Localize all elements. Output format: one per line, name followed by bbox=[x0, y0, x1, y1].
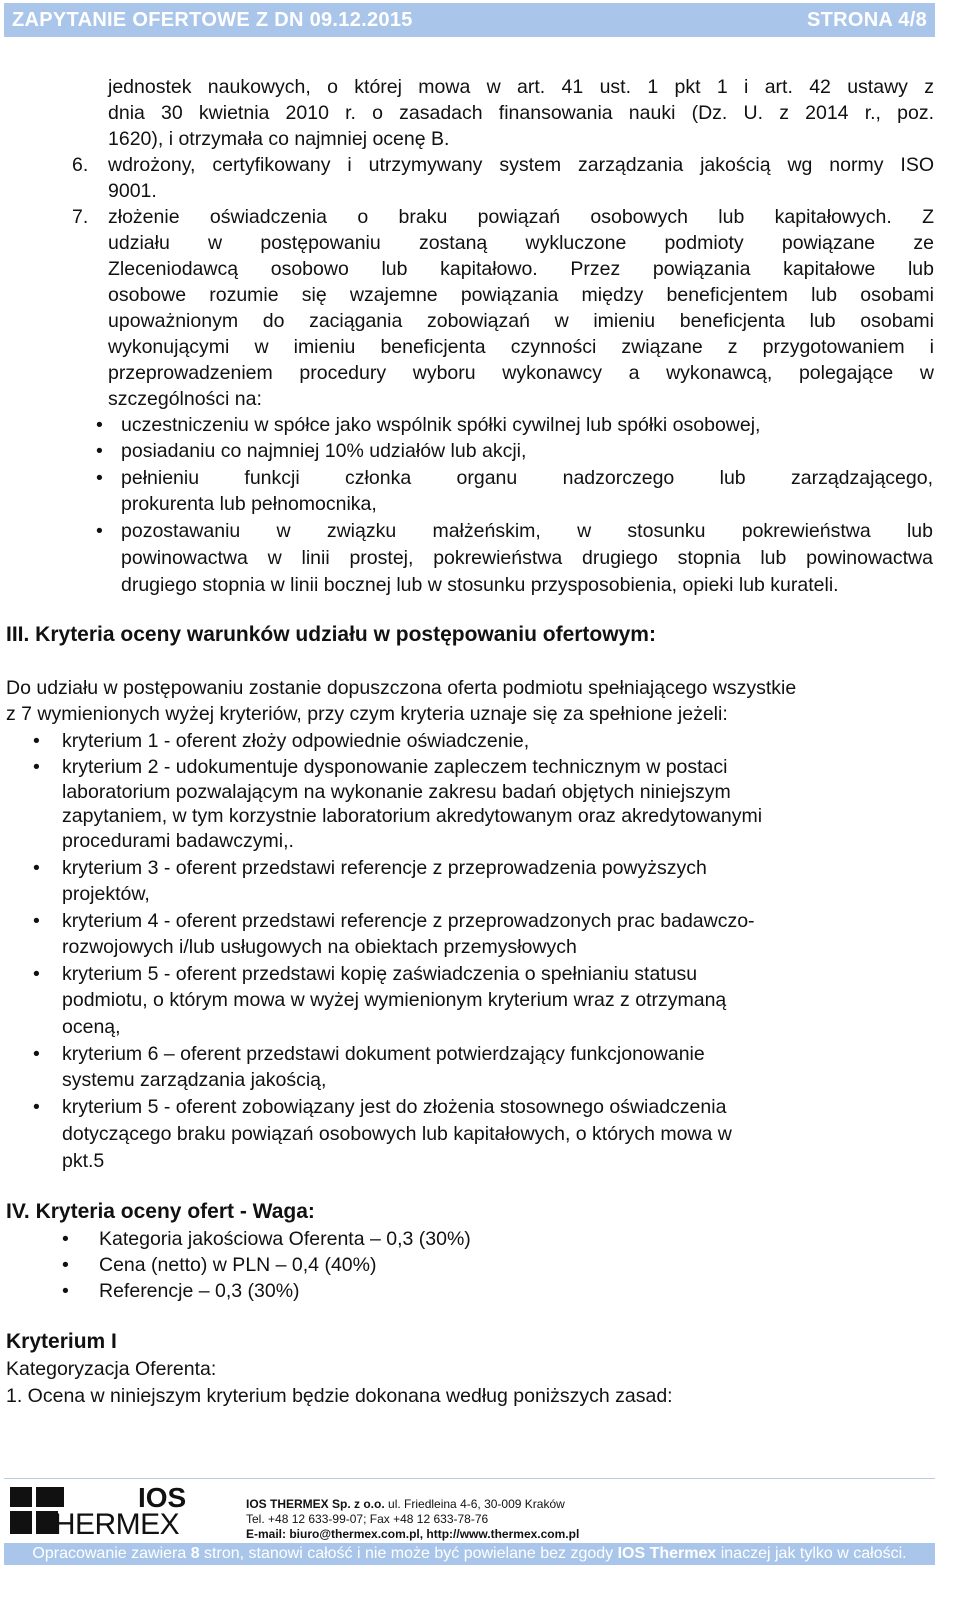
item-7-line-2: udziału w postępowaniu zostaną wykluczone podmioty powiązane ze bbox=[108, 232, 934, 254]
footer-bar bbox=[4, 1543, 935, 1565]
item-7-line-1: złożenie oświadczenia o braku powiązań osobowych lub kapitałowych. Z bbox=[108, 206, 934, 228]
ios-thermex-logo bbox=[8, 1482, 193, 1541]
s4-bullet-1: Kategoria jakościowa Oferenta – 0,3 (30%) bbox=[99, 1228, 471, 1250]
kryterium-heading: Kryterium I bbox=[6, 1330, 117, 1353]
kryterium-subheading: Kategoryzacja Oferenta: bbox=[6, 1358, 217, 1380]
top-bullet-2: posiadaniu co najmniej 10% udziałów lub akcji, bbox=[121, 440, 527, 462]
item-7-line-6: wykonującymi w imieniu beneficjenta czynności związane z przygotowaniem i bbox=[108, 336, 934, 358]
item-6-line-1: wdrożony, certyfikowany i utrzymywany system zarządzania jakością wg normy ISO bbox=[108, 154, 934, 176]
s3-bullet-2-line-3: zapytaniem, w tym korzystnie laboratorium akredytowanym oraz akredytowanymi bbox=[62, 805, 763, 827]
bullet-dot: • bbox=[62, 1228, 69, 1250]
kryterium-line-1: 1. Ocena w niniejszym kryterium będzie dokonana według poniższych zasad: bbox=[6, 1385, 673, 1407]
top-bullet-4-line-3: drugiego stopnia w linii bocznej lub w stosunku przysposobienia, opieki lub kurateli. bbox=[121, 574, 839, 596]
footer-text-b: 8 bbox=[190, 1545, 200, 1562]
footer-text-e: inaczej jak tylko w całości. bbox=[716, 1545, 907, 1562]
s3-bullet-6-line-1: kryterium 6 – oferent przedstawi dokument potwierdzający funkcjonowanie bbox=[62, 1043, 705, 1065]
footer-text-a: Opracowanie zawiera bbox=[32, 1545, 191, 1562]
company-address: ul. Friedleina 4-6, 30-009 Kraków bbox=[388, 1497, 565, 1511]
header-page-number: STRONA 4/8 bbox=[806, 8, 927, 31]
bullet-dot: • bbox=[33, 857, 40, 879]
top-bullet-4-line-1: pozostawaniu w związku małżeńskim, w stosunku pokrewieństwa lub bbox=[121, 520, 933, 542]
item-6-line-2: 9001. bbox=[108, 180, 157, 202]
page-header bbox=[4, 3, 935, 37]
footer-text-c: stron, stanowi całość i nie może być powielane bez zgody bbox=[199, 1545, 618, 1562]
bullet-dot: • bbox=[33, 1096, 40, 1118]
bullet-dot: • bbox=[62, 1254, 69, 1276]
s3-bullet-5-line-1: kryterium 5 - oferent przedstawi kopię zaświadczenia o spełnianiu statusu bbox=[62, 963, 698, 985]
s3-bullet-7-line-2: dotyczącego braku powiązań osobowych lub kapitałowych, o których mowa w bbox=[62, 1123, 732, 1145]
s4-bullet-3: Referencje – 0,3 (30%) bbox=[99, 1280, 300, 1302]
cont-line-2: dnia 30 kwietnia 2010 r. o zasadach finansowania nauki (Dz. U. z 2014 r., poz. bbox=[108, 102, 934, 124]
company-phone: Tel. +48 12 633-99-07; Fax +48 12 633-78-76 bbox=[246, 1512, 489, 1526]
bullet-dot: • bbox=[96, 414, 103, 436]
s3-bullet-3-line-1: kryterium 3 - oferent przedstawi referencje z przeprowadzenia powyższych bbox=[62, 857, 707, 879]
logo-bottom-text: THERMEX bbox=[36, 1508, 180, 1541]
s4-bullet-2: Cena (netto) w PLN – 0,4 (40%) bbox=[99, 1254, 377, 1276]
s3-bullet-3-line-2: projektów, bbox=[62, 883, 150, 905]
s3-bullet-4-line-2: rozwojowych i/lub usługowych na obiektach przemysłowych bbox=[62, 936, 577, 958]
item-7-line-7: przeprowadzeniem procedury wyboru wykonawcy a wykonawcą, polegające w bbox=[108, 362, 934, 384]
bullet-dot: • bbox=[33, 730, 40, 752]
s3-bullet-2-line-4: procedurami badawczymi,. bbox=[62, 830, 294, 852]
bullet-dot: • bbox=[96, 520, 103, 542]
s3-bullet-2-line-1: kryterium 2 - udokumentuje dysponowanie zapleczem technicznym w postaci bbox=[62, 756, 728, 778]
bullet-dot: • bbox=[62, 1280, 69, 1302]
logo-top-text: IOS bbox=[138, 1482, 187, 1513]
section-3-intro-1: Do udziału w postępowaniu zostanie dopuszczona oferta podmiotu spełniającego wszystkie bbox=[6, 677, 797, 699]
s3-bullet-7-line-3: pkt.5 bbox=[62, 1150, 105, 1172]
company-name: IOS THERMEX Sp. z o.o. bbox=[246, 1497, 385, 1511]
s3-bullet-4-line-1: kryterium 4 - oferent przedstawi referencje z przeprowadzonych prac badawczo- bbox=[62, 910, 755, 932]
s3-bullet-7-line-1: kryterium 5 - oferent zobowiązany jest do złożenia stosownego oświadczenia bbox=[62, 1096, 727, 1118]
section-3-heading: III. Kryteria oceny warunków udziału w postępowaniu ofertowym: bbox=[6, 623, 656, 646]
s3-bullet-5-line-2: podmiotu, o którym mowa w wyżej wymienionym kryterium wraz z otrzymaną bbox=[62, 989, 727, 1011]
top-bullet-3-line-1: pełnieniu funkcji członka organu nadzorczego lub zarządzającego, bbox=[121, 467, 933, 489]
company-email: E-mail: biuro@thermex.com.pl, http://www.thermex.com.pl bbox=[246, 1527, 580, 1541]
header-title: ZAPYTANIE OFERTOWE Z DN 09.12.2015 bbox=[12, 8, 413, 31]
bullet-dot: • bbox=[33, 910, 40, 932]
bullet-dot: • bbox=[33, 1043, 40, 1065]
item-7-line-4: osobowe rozumie się wzajemne powiązania między beneficjentem lub osobami bbox=[108, 284, 934, 306]
cont-line-3: 1620), i otrzymała co najmniej ocenę B. bbox=[108, 128, 450, 150]
s3-bullet-1: kryterium 1 - oferent złoży odpowiednie oświadczenie, bbox=[62, 730, 530, 752]
top-bullet-1: uczestniczeniu w spółce jako wspólnik spółki cywilnej lub spółki osobowej, bbox=[121, 414, 761, 436]
s3-bullet-2-line-2: laboratorium pozwalającym na wykonanie zakresu badań objętych niniejszym bbox=[62, 781, 731, 803]
section-3-intro-2: z 7 wymienionych wyżej kryteriów, przy czym kryteria uznaje się za spełnione jeżeli: bbox=[6, 703, 728, 725]
bullet-dot: • bbox=[96, 440, 103, 462]
item-7-line-3: Zleceniodawcą osobowo lub kapitałowo. Przez powiązania kapitałowe lub bbox=[108, 258, 934, 280]
item-7-number: 7. bbox=[72, 206, 89, 228]
footer-text-d: IOS Thermex bbox=[617, 1545, 717, 1562]
section-4-heading: IV. Kryteria oceny ofert - Waga: bbox=[6, 1200, 315, 1223]
bullet-dot: • bbox=[33, 963, 40, 985]
s3-bullet-5-line-3: oceną, bbox=[62, 1016, 121, 1038]
bullet-dot: • bbox=[96, 467, 103, 489]
cont-line-1: jednostek naukowych, o której mowa w art. 41 ust. 1 pkt 1 i art. 42 ustawy z bbox=[108, 76, 934, 98]
item-6-number: 6. bbox=[72, 154, 89, 176]
item-7-line-5: upoważnionym do zaciągania zobowiązań w imieniu beneficjenta lub osobami bbox=[108, 310, 934, 332]
footer-divider bbox=[4, 1478, 935, 1479]
s3-bullet-6-line-2: systemu zarządzania jakością, bbox=[62, 1069, 327, 1091]
item-7-line-8: szczególności na: bbox=[108, 388, 262, 410]
contact-block bbox=[246, 1497, 579, 1542]
top-bullet-3-line-2: prokurenta lub pełnomocnika, bbox=[121, 493, 377, 515]
bullet-dot: • bbox=[33, 756, 40, 778]
top-bullet-4-line-2: powinowactwa w linii prostej, pokrewieństwa drugiego stopnia lub powinowactwa bbox=[121, 547, 933, 569]
